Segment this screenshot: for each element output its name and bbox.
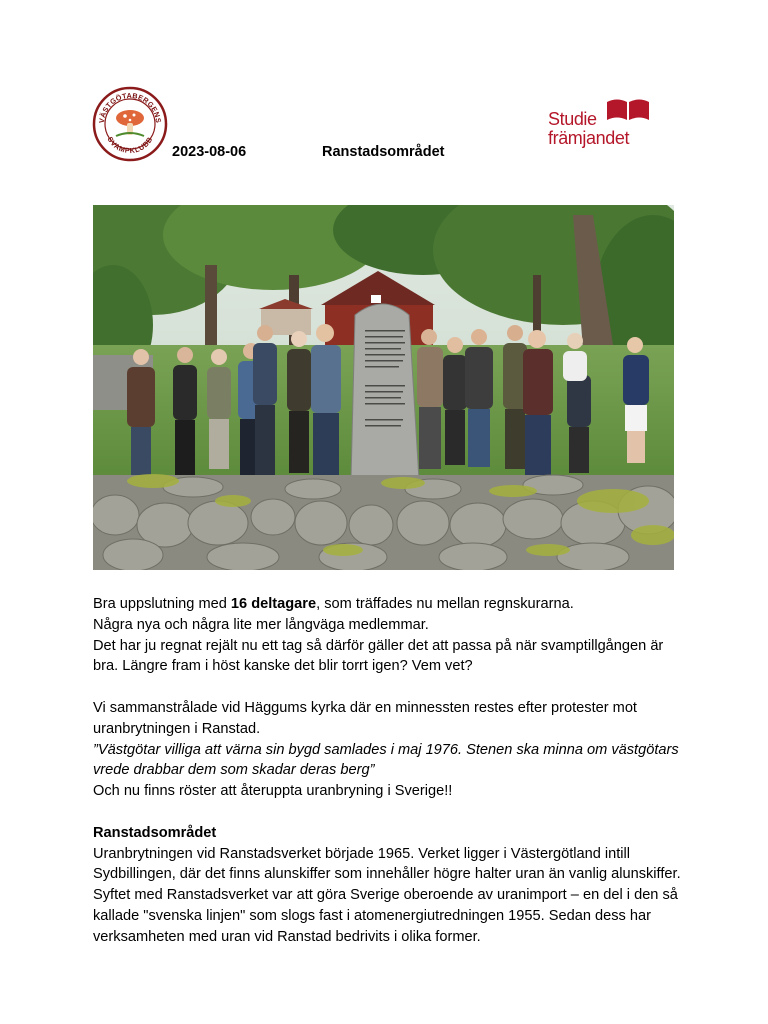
- paragraph-members: Några nya och några lite mer långväga medlemmar.: [93, 616, 429, 633]
- paragraph-meeting: Vi sammanstrålade vid Häggums kyrka där en minnessten restes efter protester mot uranbrytningen i Ranstad.: [93, 699, 637, 737]
- book-icon: [605, 98, 651, 122]
- svg-text:SVAMPKLUBB: SVAMPKLUBB: [105, 134, 155, 156]
- article-body: [93, 594, 683, 948]
- partner-logo: [548, 98, 658, 158]
- group-photo: [93, 205, 674, 570]
- paragraph-uranium: Och nu finns röster att återuppta uranbryning i Sverige!!: [93, 783, 453, 800]
- participant-count: 16 deltagare: [230, 596, 317, 612]
- paragraph-weather: Det har ju regnat rejält nu ett tag så därför gäller det att passa på när svamptillgången är bra. Längre fram i höst kanske det blir torrt igen? Vem vet?: [93, 637, 664, 675]
- club-logo: [92, 86, 168, 162]
- svg-text:VÄSTGÖTABERGENS: VÄSTGÖTABERGENS: [96, 90, 164, 124]
- section-heading: Ranstadsområdet: [93, 824, 217, 841]
- stone-inscription-quote: ”Västgötar villiga att värna sin bygd samlades i maj 1976. Stenen ska minna om västgötars vrede drabbar dem som skadar deras berg”: [93, 741, 679, 779]
- event-date: 2023-08-06: [172, 144, 247, 160]
- event-location: Ranstadsområdet: [322, 144, 445, 160]
- page-header: [0, 0, 768, 200]
- intro-paragraph: Bra uppslutning med 16 deltagare, som träffades nu mellan regnskurarna.: [93, 596, 574, 612]
- section-body: Uranbrytningen vid Ranstadsverket började 1965. Verket ligger i Västergötland intill Sydbillingen, där det finns alunskiffer som innehåller högre halter uran än vanlig alunskiffer. Syftet med Ranstadsverket var att göra Sverige oberoende av uranimport – en del i den så kallade "svenska linjen" som slogs fast i atomenergiutredningen 1955. Sedan dess har verksamheten med uran vid Ranstad bedrivits i olika former.: [93, 845, 681, 945]
- partner-logo-text: Studie främjandet: [548, 109, 630, 148]
